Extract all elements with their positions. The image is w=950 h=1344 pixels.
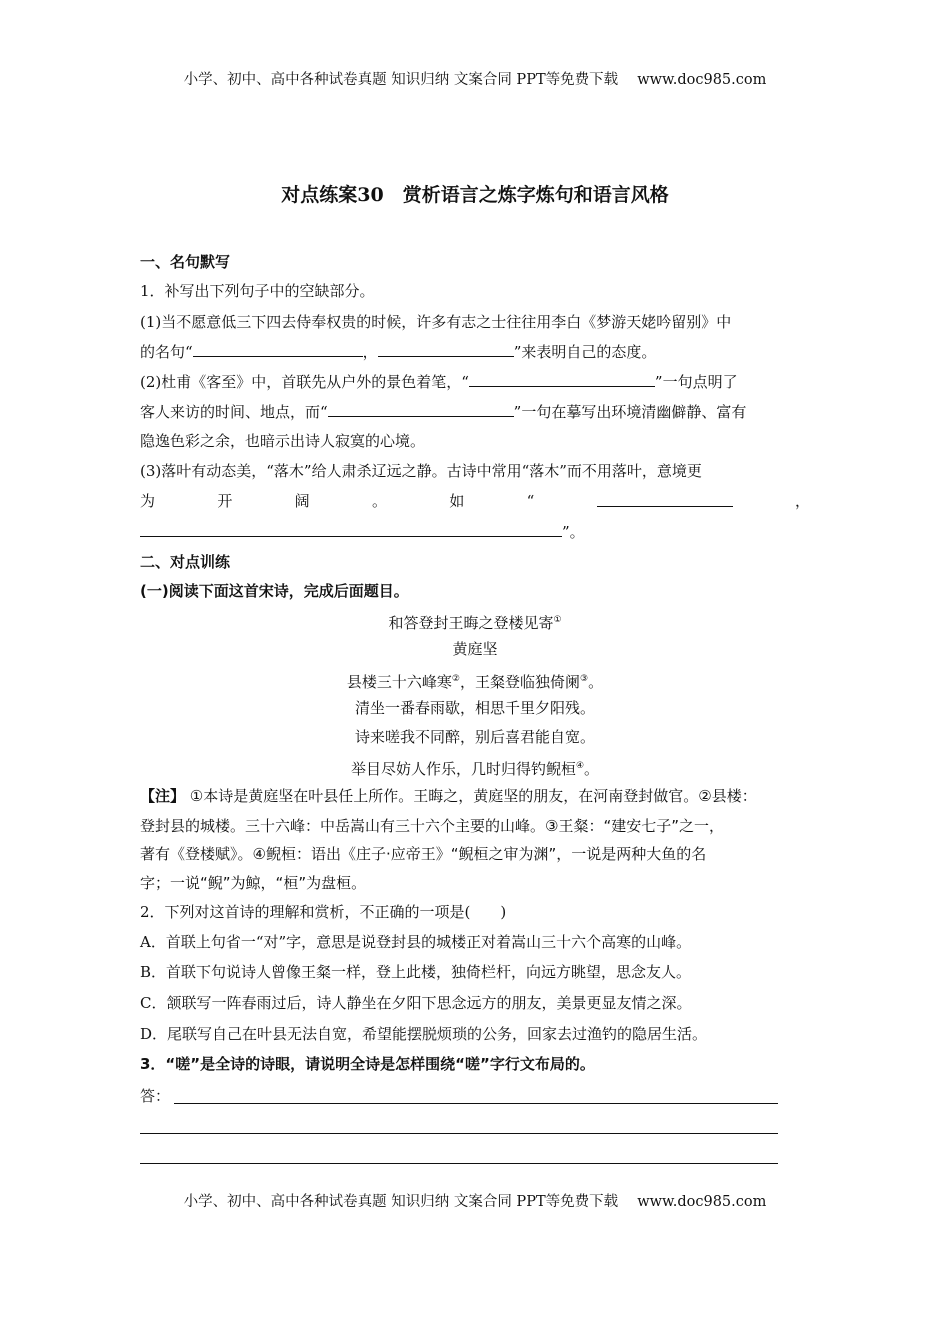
text: 。: [371, 492, 387, 510]
option-d: D．尾联写自己在叶县无法自宽，希望能摆脱烦琐的公务，回家去过渔钓的隐居生活。: [140, 1025, 708, 1043]
q1-part1-text: (1)当不愿意低三下四去侍奉权贵的时候，许多有志之士往往用李白《梦游天姥吟留别》中: [140, 313, 732, 331]
text: 县楼三十六峰寒: [346, 673, 452, 691]
text: 阔: [294, 492, 310, 510]
text: ”一句在摹写出环境清幽僻静、富有: [513, 403, 747, 421]
text: 如: [449, 492, 465, 510]
footnote-mark: ①: [553, 615, 562, 625]
answer-blank[interactable]: [378, 341, 514, 357]
q1-part3-line1: (3)落叶有动态美，“落木”给人肃杀辽远之静。古诗中常用“落木”而不用落叶，意境更: [140, 462, 702, 480]
text: 和答登封王晦之登楼见寄: [388, 614, 554, 632]
text: ，王粲登临独倚阑: [459, 673, 580, 691]
text: ”。: [562, 523, 585, 541]
page-header: 小学、初中、高中各种试卷真题 知识归纳 文案合同 PPT等免费下载 www.doc985.com: [183, 72, 767, 88]
q1-part2-line3: 隐逸色彩之余，也暗示出诗人寂寞的心境。: [140, 432, 426, 450]
text: 的名句“: [140, 343, 193, 361]
section-heading-1: 一、名句默写: [140, 253, 231, 271]
text: ，: [794, 492, 810, 510]
option-a: A．首联上句省一“对”字，意思是说登封县的城楼正对着嵩山三十六个高寒的山峰。: [140, 933, 692, 951]
notes-line: 登封县的城楼。三十六峰：中岳嵩山有三十六个主要的山峰。③王粲：“建安七子”之一，: [140, 817, 724, 835]
q1-part2-line2: [140, 401, 810, 422]
section-heading-2: 二、对点训练: [140, 553, 231, 571]
text: 举目尽妨人作乐，几时归得钓鲵桓: [350, 760, 576, 778]
poem-line: [140, 756, 810, 779]
q1-part1-blanks: [140, 341, 810, 362]
footnote-mark: ④: [575, 761, 585, 771]
text: ①本诗是黄庭坚在叶县任上所作。王晦之，黄庭坚的朋友，在河南登封做官。②县楼：: [189, 787, 757, 805]
text: “: [526, 492, 535, 510]
page-title: 对点练案30 赏析语言之炼字炼句和语言风格: [281, 184, 669, 206]
text: 开: [217, 492, 233, 510]
q1-part3-line3: [140, 521, 810, 542]
answer-blank[interactable]: [597, 491, 733, 507]
page-footer: 小学、初中、高中各种试卷真题 知识归纳 文案合同 PPT等免费下载 www.doc985.com: [183, 1194, 767, 1210]
answer-blank[interactable]: [193, 341, 363, 357]
notes-line: 字；一说“鲵”为鲸，“桓”为盘桓。: [140, 874, 367, 892]
question-3: 3．“嗟”是全诗的诗眼，请说明全诗是怎样围绕“嗟”字行文布局的。: [140, 1055, 595, 1073]
option-b: B．首联下句说诗人曾像王粲一样，登上此楼，独倚栏杆，向远方眺望，思念友人。: [140, 963, 692, 981]
text: (2)杜甫《客至》中，首联先从户外的景色着笔，“: [140, 373, 469, 391]
poem-author: 黄庭坚: [452, 640, 498, 658]
poem-title: [140, 610, 810, 633]
text: 。: [588, 673, 604, 691]
notes-label: 【注】: [140, 787, 186, 805]
text: 客人来访的时间、地点，而“: [140, 403, 328, 421]
notes-line: 著有《登楼赋》。④鲵桓：语出《庄子·应帝王》“鲵桓之审为渊”，一说是两种大鱼的名: [140, 845, 707, 863]
footnote-mark: ②: [451, 674, 460, 684]
text: 为: [140, 492, 156, 510]
answer-line[interactable]: [140, 1133, 778, 1134]
answer-line[interactable]: [174, 1103, 778, 1104]
answer-line[interactable]: [140, 1163, 778, 1164]
answer-blank[interactable]: [140, 521, 562, 537]
answer-blank[interactable]: [469, 371, 655, 387]
answer-label: 答：: [140, 1087, 171, 1105]
q1-part2-line1: [140, 371, 810, 392]
poem-line: 诗来嗟我不同醉，别后喜君能自宽。: [354, 728, 595, 746]
question-1: 1．补写出下列句子中的空缺部分。: [140, 282, 375, 300]
option-c: C．颔联写一阵春雨过后，诗人静坐在夕阳下思念远方的朋友，美景更显友情之深。: [140, 994, 692, 1012]
poem-line: 清坐一番春雨歇，相思千里夕阳残。: [354, 699, 595, 717]
footnote-mark: ③: [580, 674, 589, 684]
q1-part3-line2: [140, 491, 810, 511]
text: ”一句点明了: [654, 373, 738, 391]
poem-line: [140, 669, 810, 692]
notes-line: [140, 786, 810, 806]
answer-blank[interactable]: [328, 401, 514, 417]
question-2: 2．下列对这首诗的理解和赏析，不正确的一项是( ): [140, 903, 507, 921]
text: ”来表明自己的态度。: [513, 343, 657, 361]
text: 。: [584, 760, 600, 778]
reading-instruction: (一)阅读下面这首宋诗，完成后面题目。: [140, 582, 409, 600]
text: ，: [362, 343, 378, 361]
